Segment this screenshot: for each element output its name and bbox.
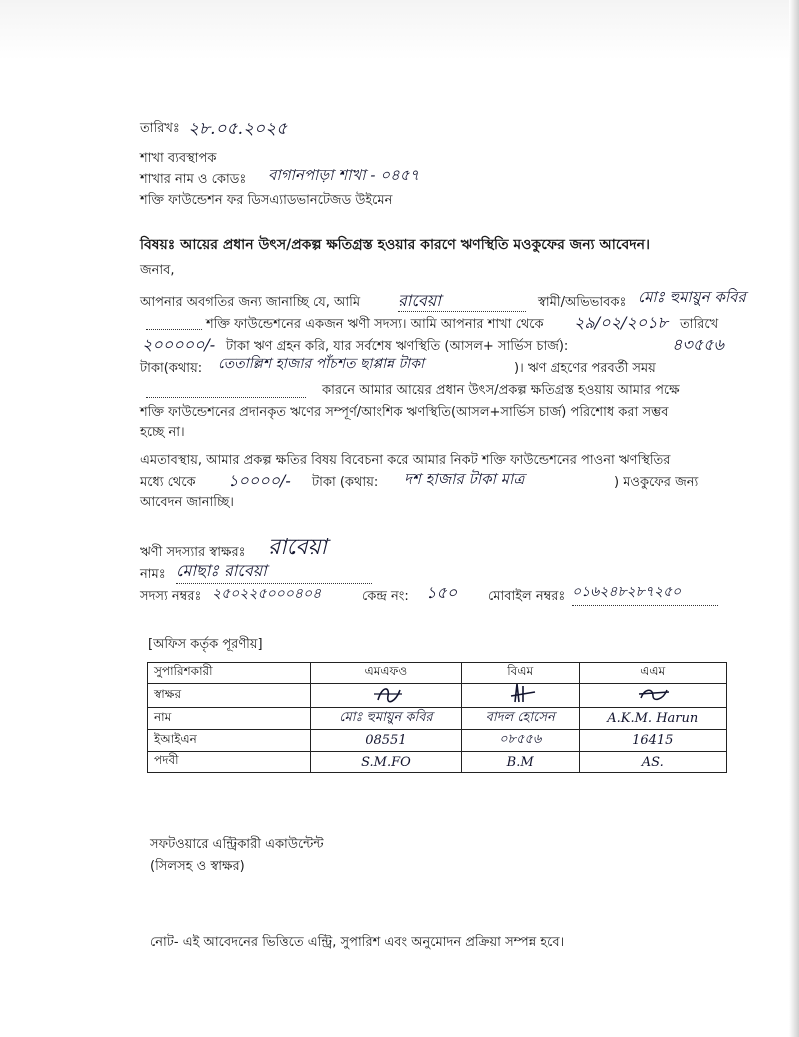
para1-line3: টাকা ঋণ গ্রহন করি, যার সর্বশেষ ঋণস্থিতি (আসল+ সার্ভিস চার্জ): — [226, 339, 569, 354]
mfo-signature — [311, 684, 462, 708]
branch-manager: শাখা ব্যবস্থাপক — [140, 151, 217, 166]
row-label-designation: পদবী — [148, 752, 311, 773]
loan-amount: ২০০০০০/- — [142, 335, 216, 354]
member-name-value: মোছাঃ রাবেয়া — [176, 561, 267, 580]
loan-date: ২৯/০২/২০১৮ — [574, 313, 668, 332]
row-label-name: নাম — [148, 708, 311, 730]
office-row-signature — [148, 684, 727, 708]
member-no-label: সদস্য নম্বরঃ — [140, 589, 202, 604]
bm-signature-scribble — [485, 684, 555, 704]
organization-name: শক্তি ফাউন্ডেশন ফর ডিসএ্যাডভানটেজড উইমেন — [140, 193, 393, 208]
bm-signature — [461, 684, 579, 708]
para2-line2-a: মধ্যে থেকে — [140, 475, 196, 490]
header-recommender: সুপারিশকারী — [148, 663, 311, 684]
am-ein-text: 16415 — [632, 733, 674, 748]
footer-note: নোট- এই আবেদনের ভিত্তিতে এন্ট্রি, সুপারিশ এবং অনুমোদন প্রক্রিয়া সম্পন্ন হবে। — [150, 935, 565, 950]
para1-line5: কারনে আমার আয়ের প্রধান উৎস/প্রকল্প ক্ষতিগ্রস্ত হওয়ায় আমার পক্ষে — [322, 383, 680, 398]
office-row-name — [148, 708, 727, 730]
office-section-title: [অফিস কর্তৃক পূরণীয়] — [148, 637, 263, 652]
am-signature — [579, 684, 726, 708]
member-no-value: ২৫০২২৫০০০৪০৪ — [212, 586, 322, 602]
header-bm: বিএম — [461, 663, 579, 684]
mobile-value: ০১৬২৪৮২৮৭২৫০ — [572, 584, 682, 600]
date-value: ২৮.০৫.২০২৫ — [188, 119, 288, 139]
office-table — [147, 662, 727, 773]
mfo-name — [311, 708, 462, 730]
guardian-name: মোঃ হুমায়ুন কবির — [638, 288, 746, 306]
header-mfo: এমএফও — [311, 663, 462, 684]
center-label: কেন্দ্র নং: — [362, 589, 409, 604]
branch-name-label: শাখার নাম ও কোডঃ — [140, 172, 247, 187]
para2-line3: আবেদন জানাচ্ছি। — [140, 495, 234, 510]
para1-line6: শক্তি ফাউন্ডেশনের প্রদানকৃত ঋণের সম্পূর্ণ/আংশিক ঋণস্থিতি(আসল+সার্ভিস চার্জ) পরিশোধ করা সম্ভব — [140, 405, 669, 420]
salutation: জনাব, — [140, 263, 175, 278]
para2-line2-b: টাকা (কথায়: — [312, 475, 379, 490]
mobile-label: মোবাইল নম্বরঃ — [488, 589, 566, 604]
mobile-dots — [572, 594, 718, 612]
balance-in-words: তেতাল্লিশ হাজার পাঁচশত ছাপ্পান্ন টাকা — [218, 356, 425, 372]
mfo-ein-text: 08551 — [365, 733, 407, 748]
para1-line4-a: টাকা(কথায়: — [140, 361, 203, 376]
para1-line5-dots — [146, 386, 306, 404]
mfo-name-text: মোঃ হুমায়ুন কবির — [339, 710, 433, 725]
para1-line4-b: )। ঋণ গ্রহণের পরবর্তী সময় — [514, 361, 656, 376]
waiver-in-words: দশ হাজার টাকা মাত্র — [404, 470, 525, 488]
bm-designation-text: B.M — [506, 754, 534, 770]
header-am: এএম — [579, 663, 726, 684]
para1-line1-b: স্বামী/অভিভাবকঃ — [538, 295, 627, 310]
am-ein — [579, 730, 726, 752]
para1-line2: শক্তি ফাউন্ডেশনের একজন ঋণী সদস্য। আমি আপনার শাখা থেকে — [206, 317, 544, 332]
mfo-signature-scribble — [356, 684, 416, 704]
branch-name-value: বাগানপাড়া শাখা - ০৪৫৭ — [268, 166, 420, 184]
para1-line7: হচ্ছে না। — [140, 425, 185, 440]
mfo-designation-text: S.M.FO — [361, 754, 411, 770]
para2-line1: এমতাবস্থায়, আমার প্রকল্প ক্ষতির বিষয় বিবেচনা করে আমার নিকট শক্তি ফাউন্ডেশনের পাওনা ঋণস্থিতির — [140, 453, 671, 468]
para1-line1-a: আপনার অবগতির জন্য জানাচ্ছি যে, আমি — [140, 295, 361, 310]
row-label-ein: ইআইএন — [148, 730, 311, 752]
accountant-seal-note: (সিলসহ ও স্বাক্ষর) — [150, 859, 245, 874]
center-value: ১৫০ — [426, 583, 458, 602]
mfo-designation — [311, 752, 462, 773]
date-label: তারিখঃ — [140, 121, 180, 136]
bm-name-text: বাদল হোসেন — [485, 710, 555, 725]
subject-line: বিষয়ঃ আয়ের প্রধান উৎস/প্রকল্প ক্ষতিগ্রস্ত হওয়ার কারণে ঋণস্থিতি মওকুফের জন্য আবেদন। — [140, 237, 650, 253]
row-label-signature: স্বাক্ষর — [148, 684, 311, 708]
office-table-header — [148, 663, 727, 684]
bm-designation — [461, 752, 579, 773]
loan-balance: ৪৩৫৫৬ — [672, 335, 724, 354]
member-signature: রাবেয়া — [268, 535, 327, 560]
am-signature-scribble — [623, 684, 683, 704]
bm-ein-text: ০৮৫৫৬ — [499, 732, 542, 747]
para1-line2-b: তারিখে — [680, 317, 719, 332]
office-row-ein — [148, 730, 727, 752]
date-line — [140, 120, 180, 138]
page-edge-shadow — [789, 0, 799, 1037]
accountant-title: সফটওয়ারে এন্ট্রিকারী একাউন্টেন্ট — [150, 837, 324, 852]
am-name — [579, 708, 726, 730]
applicant-name: রাবেয়া — [398, 291, 441, 310]
bm-name — [461, 708, 579, 730]
am-designation — [579, 752, 726, 773]
member-name-label: নামঃ — [140, 567, 166, 582]
member-signature-label: ঋণী সদস্যার স্বাক্ষরঃ — [140, 545, 246, 560]
am-designation-text: AS. — [641, 754, 664, 770]
bm-ein — [461, 730, 579, 752]
para2-line2-c: ) মওকুফের জন্য — [614, 475, 699, 490]
am-name-text: A.K.M. Harun — [607, 711, 699, 726]
mfo-ein — [311, 730, 462, 752]
office-row-designation — [148, 752, 727, 773]
waiver-amount: ১০০০০/- — [228, 471, 291, 490]
